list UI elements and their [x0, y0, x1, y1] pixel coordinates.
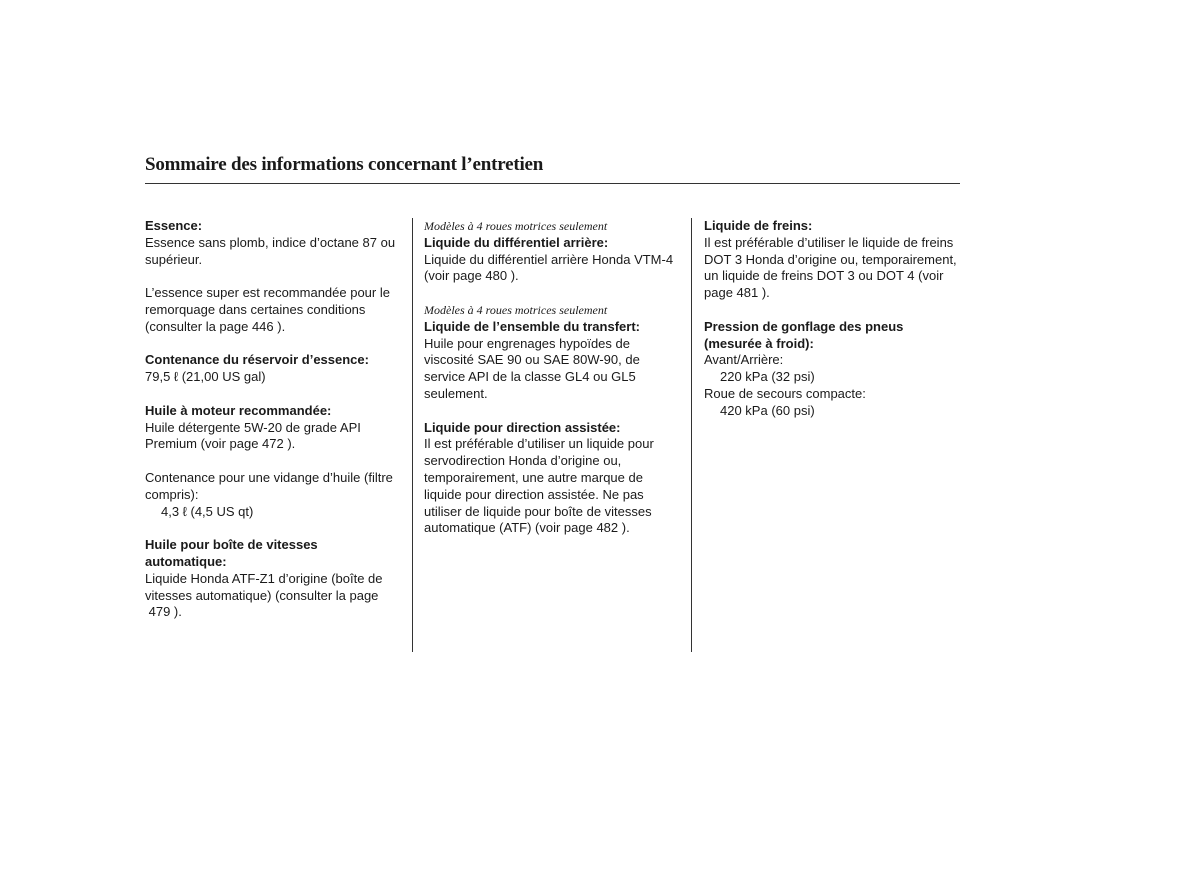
atf-section [145, 537, 400, 621]
oil-change-value: 4,3 ℓ (4,5 US qt) [161, 503, 254, 519]
tire-pressure-section [704, 319, 959, 420]
tank-capacity-section [145, 352, 400, 386]
rear-differential-text: Liquide du différentiel arrière Honda VTM-4 (voir page 480 ). [424, 251, 674, 284]
column-2 [424, 218, 679, 554]
power-steering-heading: Liquide pour direction assistée: [424, 419, 621, 435]
column-divider-1 [412, 218, 413, 652]
fuel-note-section [145, 285, 400, 335]
tank-capacity-heading: Contenance du réservoir d’essence: [145, 352, 369, 368]
brake-fluid-text: Il est préférable d’utiliser le liquide de freins DOT 3 Honda d’origine ou, temporairement, un liquide de freins DOT 3 ou DOT 4 (voir page 481 ). [704, 234, 957, 301]
oil-change-text: Contenance pour une vidange d’huile (filtre compris): [145, 469, 393, 502]
front-rear-value: 220 kPa (32 psi) [720, 369, 815, 385]
brake-fluid-section [704, 218, 959, 302]
power-steering-section [424, 420, 679, 538]
tire-pressure-heading: Pression de gonflage des pneus (mesurée à froid): [704, 318, 904, 351]
title-divider [145, 183, 960, 184]
spare-tire-value: 420 kPa (60 psi) [720, 402, 815, 418]
column-1 [145, 218, 400, 638]
fuel-heading: Essence: [145, 218, 203, 233]
tank-capacity-value: 79,5 ℓ (21,00 US gal) [145, 369, 266, 385]
engine-oil-section [145, 403, 400, 453]
power-steering-text: Il est préférable d’utiliser un liquide pour servodirection Honda d’origine ou, temporairement, une autre marque de liquide pour direction assistée. Ne pas utiliser de liquide pour boîte de vitesses automatique (ATF) (voir page 482 ). [424, 436, 654, 536]
rear-differential-heading: Liquide du différentiel arrière: [424, 234, 609, 250]
rear-differential-section [424, 218, 679, 285]
engine-oil-heading: Huile à moteur recommandée: [145, 402, 332, 418]
fuel-note-text: L’essence super est recommandée pour le remorquage dans certaines conditions (consulter la page 446 ). [145, 285, 390, 334]
transfer-section [424, 302, 679, 403]
fuel-text: Essence sans plomb, indice d’octane 87 ou supérieur. [145, 234, 396, 267]
transfer-heading: Liquide de l’ensemble du transfert: [424, 318, 640, 334]
page-title: Sommaire des informations concernant l’entretien [145, 154, 544, 175]
rear-differential-model-note: Modèles à 4 roues motrices seulement [424, 219, 608, 233]
transfer-model-note: Modèles à 4 roues motrices seulement [424, 302, 608, 317]
atf-heading: Huile pour boîte de vitesses automatique: [145, 537, 318, 569]
front-rear-label: Avant/Arrière: [704, 352, 784, 368]
atf-text: Liquide Honda ATF-Z1 d’origine (boîte de vitesses automatique) (consulter la page [145, 570, 383, 603]
oil-change-section [145, 470, 400, 520]
spare-tire-label: Roue de secours compacte: [704, 385, 866, 401]
atf-page-ref: 479 ). [145, 604, 182, 620]
brake-fluid-heading: Liquide de freins: [704, 218, 813, 233]
engine-oil-text: Huile détergente 5W-20 de grade API Premium (voir page 472 ). [145, 419, 361, 452]
fuel-section [145, 218, 400, 268]
column-divider-2 [691, 218, 692, 652]
column-3 [704, 218, 959, 436]
transfer-text: Huile pour engrenages hypoïdes de viscosité SAE 90 ou SAE 80W-90, de service API de la classe GL4 ou GL5 seulement. [424, 335, 640, 401]
